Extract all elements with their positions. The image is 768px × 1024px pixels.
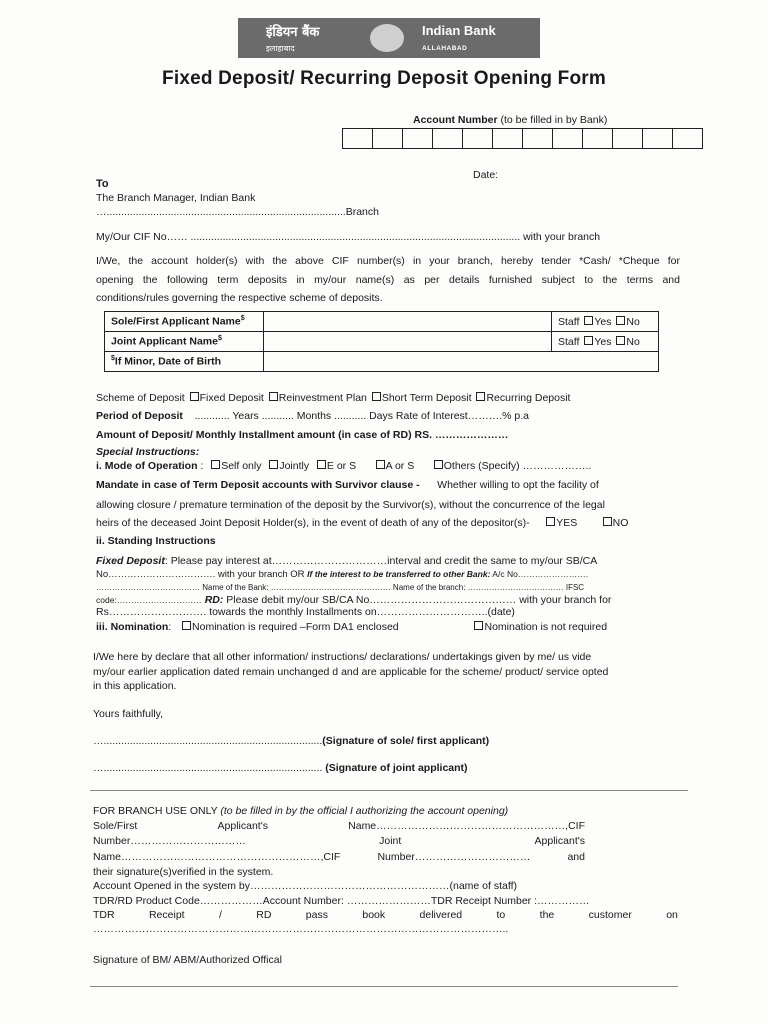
branch-field[interactable]: …..................................................................................Branch xyxy=(96,206,379,218)
applicant-table xyxy=(104,311,659,372)
staff-no-checkbox[interactable] xyxy=(616,316,625,325)
special-instructions-heading: Special Instructions: xyxy=(96,446,200,458)
digit-box[interactable] xyxy=(492,128,523,149)
intro-line-2: opening the following term deposits in my/our name(s) as per details furnished subject to the terms and xyxy=(96,274,680,286)
digit-box[interactable] xyxy=(552,128,583,149)
product-code-row[interactable]: TDR/RD Product Code………………Account Number: ……………………TDR Receipt Number :…………… xyxy=(93,895,590,907)
account-number-label: Account Number xyxy=(413,114,498,126)
jointly-checkbox[interactable] xyxy=(269,460,278,469)
logo-hindi-city: इलाहाबाद xyxy=(266,44,295,53)
sole-staff-field[interactable]: Staff Yes No xyxy=(552,312,659,332)
form-title: Fixed Deposit/ Recurring Deposit Opening Form xyxy=(162,68,606,89)
digit-box[interactable] xyxy=(582,128,613,149)
divider xyxy=(90,790,688,791)
nomination: iii. Nomination: Nomination is required –Form DA1 enclosed Nomination is not required xyxy=(96,621,608,633)
cif-field[interactable]: My/Our CIF No…… ................................................................................................................. with your branch xyxy=(96,231,601,243)
digit-box[interactable] xyxy=(342,128,373,149)
account-number-boxes[interactable] xyxy=(343,128,703,149)
sole-applicant-label: Sole/First Applicant Name$ xyxy=(105,312,264,332)
staff-yes-checkbox[interactable] xyxy=(584,316,593,325)
standing-instructions-heading: ii. Standing Instructions xyxy=(96,535,216,547)
signature-first-applicant[interactable]: …...........................................................................(Signature of sole/ first applicant) xyxy=(93,735,490,747)
digit-box[interactable] xyxy=(642,128,673,149)
account-opened-by[interactable]: Account Opened in the system by…………………………………………………(name of staff) xyxy=(93,880,518,892)
fd-bank-line[interactable]: ………………………………… Name of the Bank: ……………………………………… Name of the branch: ……………………………… IFSC xyxy=(96,583,585,592)
joint-staff-field[interactable]: Staff Yes No xyxy=(552,332,659,352)
mandate-line-1: Mandate in case of Term Deposit accounts with Survivor clause - Whether willing to opt the facility of xyxy=(96,479,599,491)
digit-box[interactable] xyxy=(672,128,703,149)
declaration-line-1: I/We here by declare that all other information/ instructions/ declarations/ undertakings given by me/ us vide xyxy=(93,651,592,663)
amount-of-deposit[interactable]: Amount of Deposit/ Monthly Installment amount (in case of RD) RS. ………………… xyxy=(96,429,509,441)
yours-faithfully: Yours faithfully, xyxy=(93,708,164,720)
branch-use-row-4: their signature(s)verified in the system. xyxy=(93,866,274,878)
date-label: Date: xyxy=(473,169,499,181)
reinvestment-checkbox[interactable] xyxy=(269,392,278,401)
to-label: To xyxy=(96,178,109,190)
account-number-heading xyxy=(413,114,607,126)
mandate-line-2: allowing closure / premature termination of the deposit by the Survivor(s), without the concurrence of the legal xyxy=(96,499,605,511)
nomination-required-checkbox[interactable] xyxy=(182,621,191,630)
minor-dob-label: $If Minor, Date of Birth xyxy=(105,352,264,372)
account-number-note: (to be filled in by Bank) xyxy=(500,114,608,126)
survivor-no-checkbox[interactable] xyxy=(603,517,612,526)
fixed-deposit-instruction[interactable]: Fixed Deposit: Please pay interest at……………………………interval and credit the same to my/our SB/CA xyxy=(96,555,598,567)
branch-use-row-1[interactable]: Sole/First Applicant's Name………………………………………………,CIF xyxy=(93,820,585,832)
a-or-s-checkbox[interactable] xyxy=(376,460,385,469)
logo-hindi-name: इंडियन बैंक xyxy=(266,25,320,40)
staff-no-checkbox[interactable] xyxy=(616,336,625,345)
branch-use-heading: FOR BRANCH USE ONLY (to be filled in by the official I authorizing the account opening) xyxy=(93,805,509,817)
intro-line-1: I/We, the account holder(s) with the above CIF number(s) in your branch, hereby tender *Cash/ *Cheque for xyxy=(96,255,680,267)
signature-joint-applicant[interactable]: …........................................................................... (Signature of joint applicant) xyxy=(93,762,468,774)
mode-of-operation: i. Mode of Operation : Self only Jointly E or S A or S Others (Specify) ……………….. xyxy=(96,460,592,472)
receipt-delivered-row: TDR Receipt / RD pass book delivered to the customer on xyxy=(93,909,678,921)
delivery-date-field[interactable]: ……………………………………………………………………………………………………….. xyxy=(93,923,509,935)
bm-signature-label: Signature of BM/ ABM/Authorized Offical xyxy=(93,954,282,966)
rd-instruction[interactable]: code:………………………… RD: Please debit my/our SB/CA No…………………………………… with your branch for xyxy=(96,594,612,606)
self-only-checkbox[interactable] xyxy=(211,460,220,469)
branch-use-row-2[interactable]: Number…………………………… Joint Applicant's xyxy=(93,835,585,847)
logo-english-name: Indian Bank xyxy=(422,23,496,38)
digit-box[interactable] xyxy=(612,128,643,149)
branch-manager: The Branch Manager, Indian Bank xyxy=(96,192,256,204)
fd-account-line[interactable]: No……………………………. with your branch OR If the interest to be transferred to other Bank: A/c No……………………. xyxy=(96,569,589,580)
e-or-s-checkbox[interactable] xyxy=(317,460,326,469)
intro-line-3: conditions/rules governing the respective scheme of deposits. xyxy=(96,292,383,304)
rd-installment-line[interactable]: Rs………………………. towards the monthly Installments on…………………………..(date) xyxy=(96,606,515,618)
joint-applicant-name-field[interactable] xyxy=(264,332,552,352)
declaration-line-3: in this application. xyxy=(93,680,177,692)
digit-box[interactable] xyxy=(432,128,463,149)
digit-box[interactable] xyxy=(372,128,403,149)
survivor-yes-checkbox[interactable] xyxy=(546,517,555,526)
staff-yes-checkbox[interactable] xyxy=(584,336,593,345)
digit-box[interactable] xyxy=(462,128,493,149)
period-of-deposit[interactable]: Period of Deposit ............ Years ........... Months ........... Days Rate of Interest……….% p.a xyxy=(96,410,529,422)
digit-box[interactable] xyxy=(402,128,433,149)
minor-dob-field[interactable] xyxy=(264,352,659,372)
bank-logo xyxy=(238,18,540,58)
digit-box[interactable] xyxy=(522,128,553,149)
sole-applicant-name-field[interactable] xyxy=(264,312,552,332)
short-term-checkbox[interactable] xyxy=(372,392,381,401)
bank-emblem-icon xyxy=(370,24,404,52)
nomination-not-required-checkbox[interactable] xyxy=(474,621,483,630)
joint-applicant-label: Joint Applicant Name$ xyxy=(105,332,264,352)
bottom-divider xyxy=(90,986,678,987)
recurring-deposit-checkbox[interactable] xyxy=(476,392,485,401)
fixed-deposit-checkbox[interactable] xyxy=(190,392,199,401)
scheme-of-deposit: Scheme of Deposit Fixed Deposit Reinvestment Plan Short Term Deposit Recurring Deposit xyxy=(96,392,571,404)
others-checkbox[interactable] xyxy=(434,460,443,469)
branch-use-row-3[interactable]: Name…………………………………………………,CIF Number…………………………… and xyxy=(93,851,585,863)
declaration-line-2: my/our earlier application dated remain unchanged d and are applicable for the scheme/ product/ service opted xyxy=(93,666,609,678)
mandate-line-3: heirs of the deceased Joint Deposit Holder(s), in the event of death of any of the depositor(s)- YES NO xyxy=(96,517,629,529)
logo-english-city: ALLAHABAD xyxy=(422,45,468,52)
